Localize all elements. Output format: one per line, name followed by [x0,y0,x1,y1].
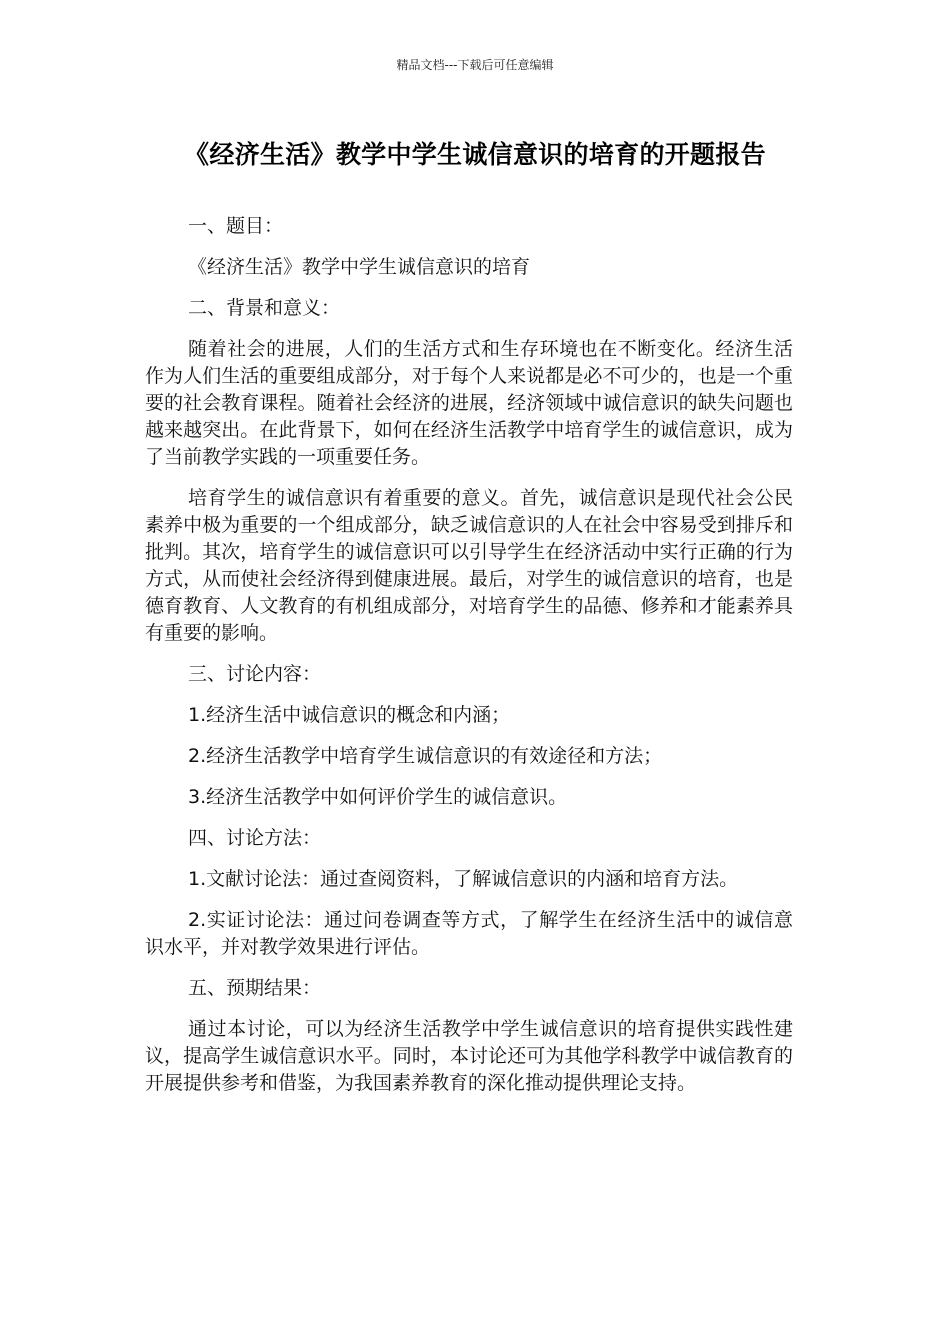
background-paragraph-1: 随着社会的进展，人们的生活方式和生存环境也在不断变化。经济生活作为人们生活的重要组成部分，对于每个人来说都是必不可少的，也是一个重要的社会教育课程。随着社会经济的进展，经济领域中诚信意识的缺失问题也越来越突出。在此背景下，如何在经济生活教学中培育学生的诚信意识，成为了当前教学实践的一项重要任务。 [145,338,793,468]
content-item: 2.经济生活教学中培育学生诚信意识的有效途径和方法； [188,745,663,767]
content-item: 1.经济生活中诚信意识的概念和内涵； [188,704,511,726]
background-paragraph-2: 培育学生的诚信意识有着重要的意义。首先，诚信意识是现代社会公民素养中极为重要的一个组成部分，缺乏诚信意识的人在社会中容易受到排斥和批判。其次，培育学生的诚信意识可以引导学生在经济活动中实行正确的行为方式，从而使社会经济得到健康进展。最后，对学生的诚信意识的培育，也是德育教育、人文教育的有机组成部分，对培育学生的品德、修养和才能素养具有重要的影响。 [145,487,793,644]
section-heading-topic: 一、题目： [188,215,284,237]
method-item: 2.实证讨论法：通过问卷调查等方式，了解学生在经济生活中的诚信意识水平，并对教学效果进行评估。 [145,909,793,958]
results-paragraph: 通过本讨论，可以为经济生活教学中学生诚信意识的培育提供实践性建议，提高学生诚信意识水平。同时，本讨论还可为其他学科教学中诚信教育的开展提供参考和借鉴，为我国素养教育的深化推动提供理论支持。 [145,1018,793,1094]
document-title: 《经济生活》教学中学生诚信意识的培育的开题报告 [184,140,766,169]
method-item: 1.文献讨论法：通过查阅资料，了解诚信意识的内涵和培育方法。 [188,868,739,890]
topic-text: 《经济生活》教学中学生诚信意识的培育 [188,256,531,278]
content-item: 3.经济生活教学中如何评价学生的诚信意识。 [188,786,568,808]
document-body [145,213,793,1111]
section-heading-method: 四、讨论方法： [188,827,322,849]
section-heading-background: 二、背景和意义： [188,297,341,319]
page-header: 精品文档---下载后可任意编辑 [396,58,554,72]
section-heading-results: 五、预期结果： [188,977,322,999]
section-heading-content: 三、讨论内容： [188,663,322,685]
